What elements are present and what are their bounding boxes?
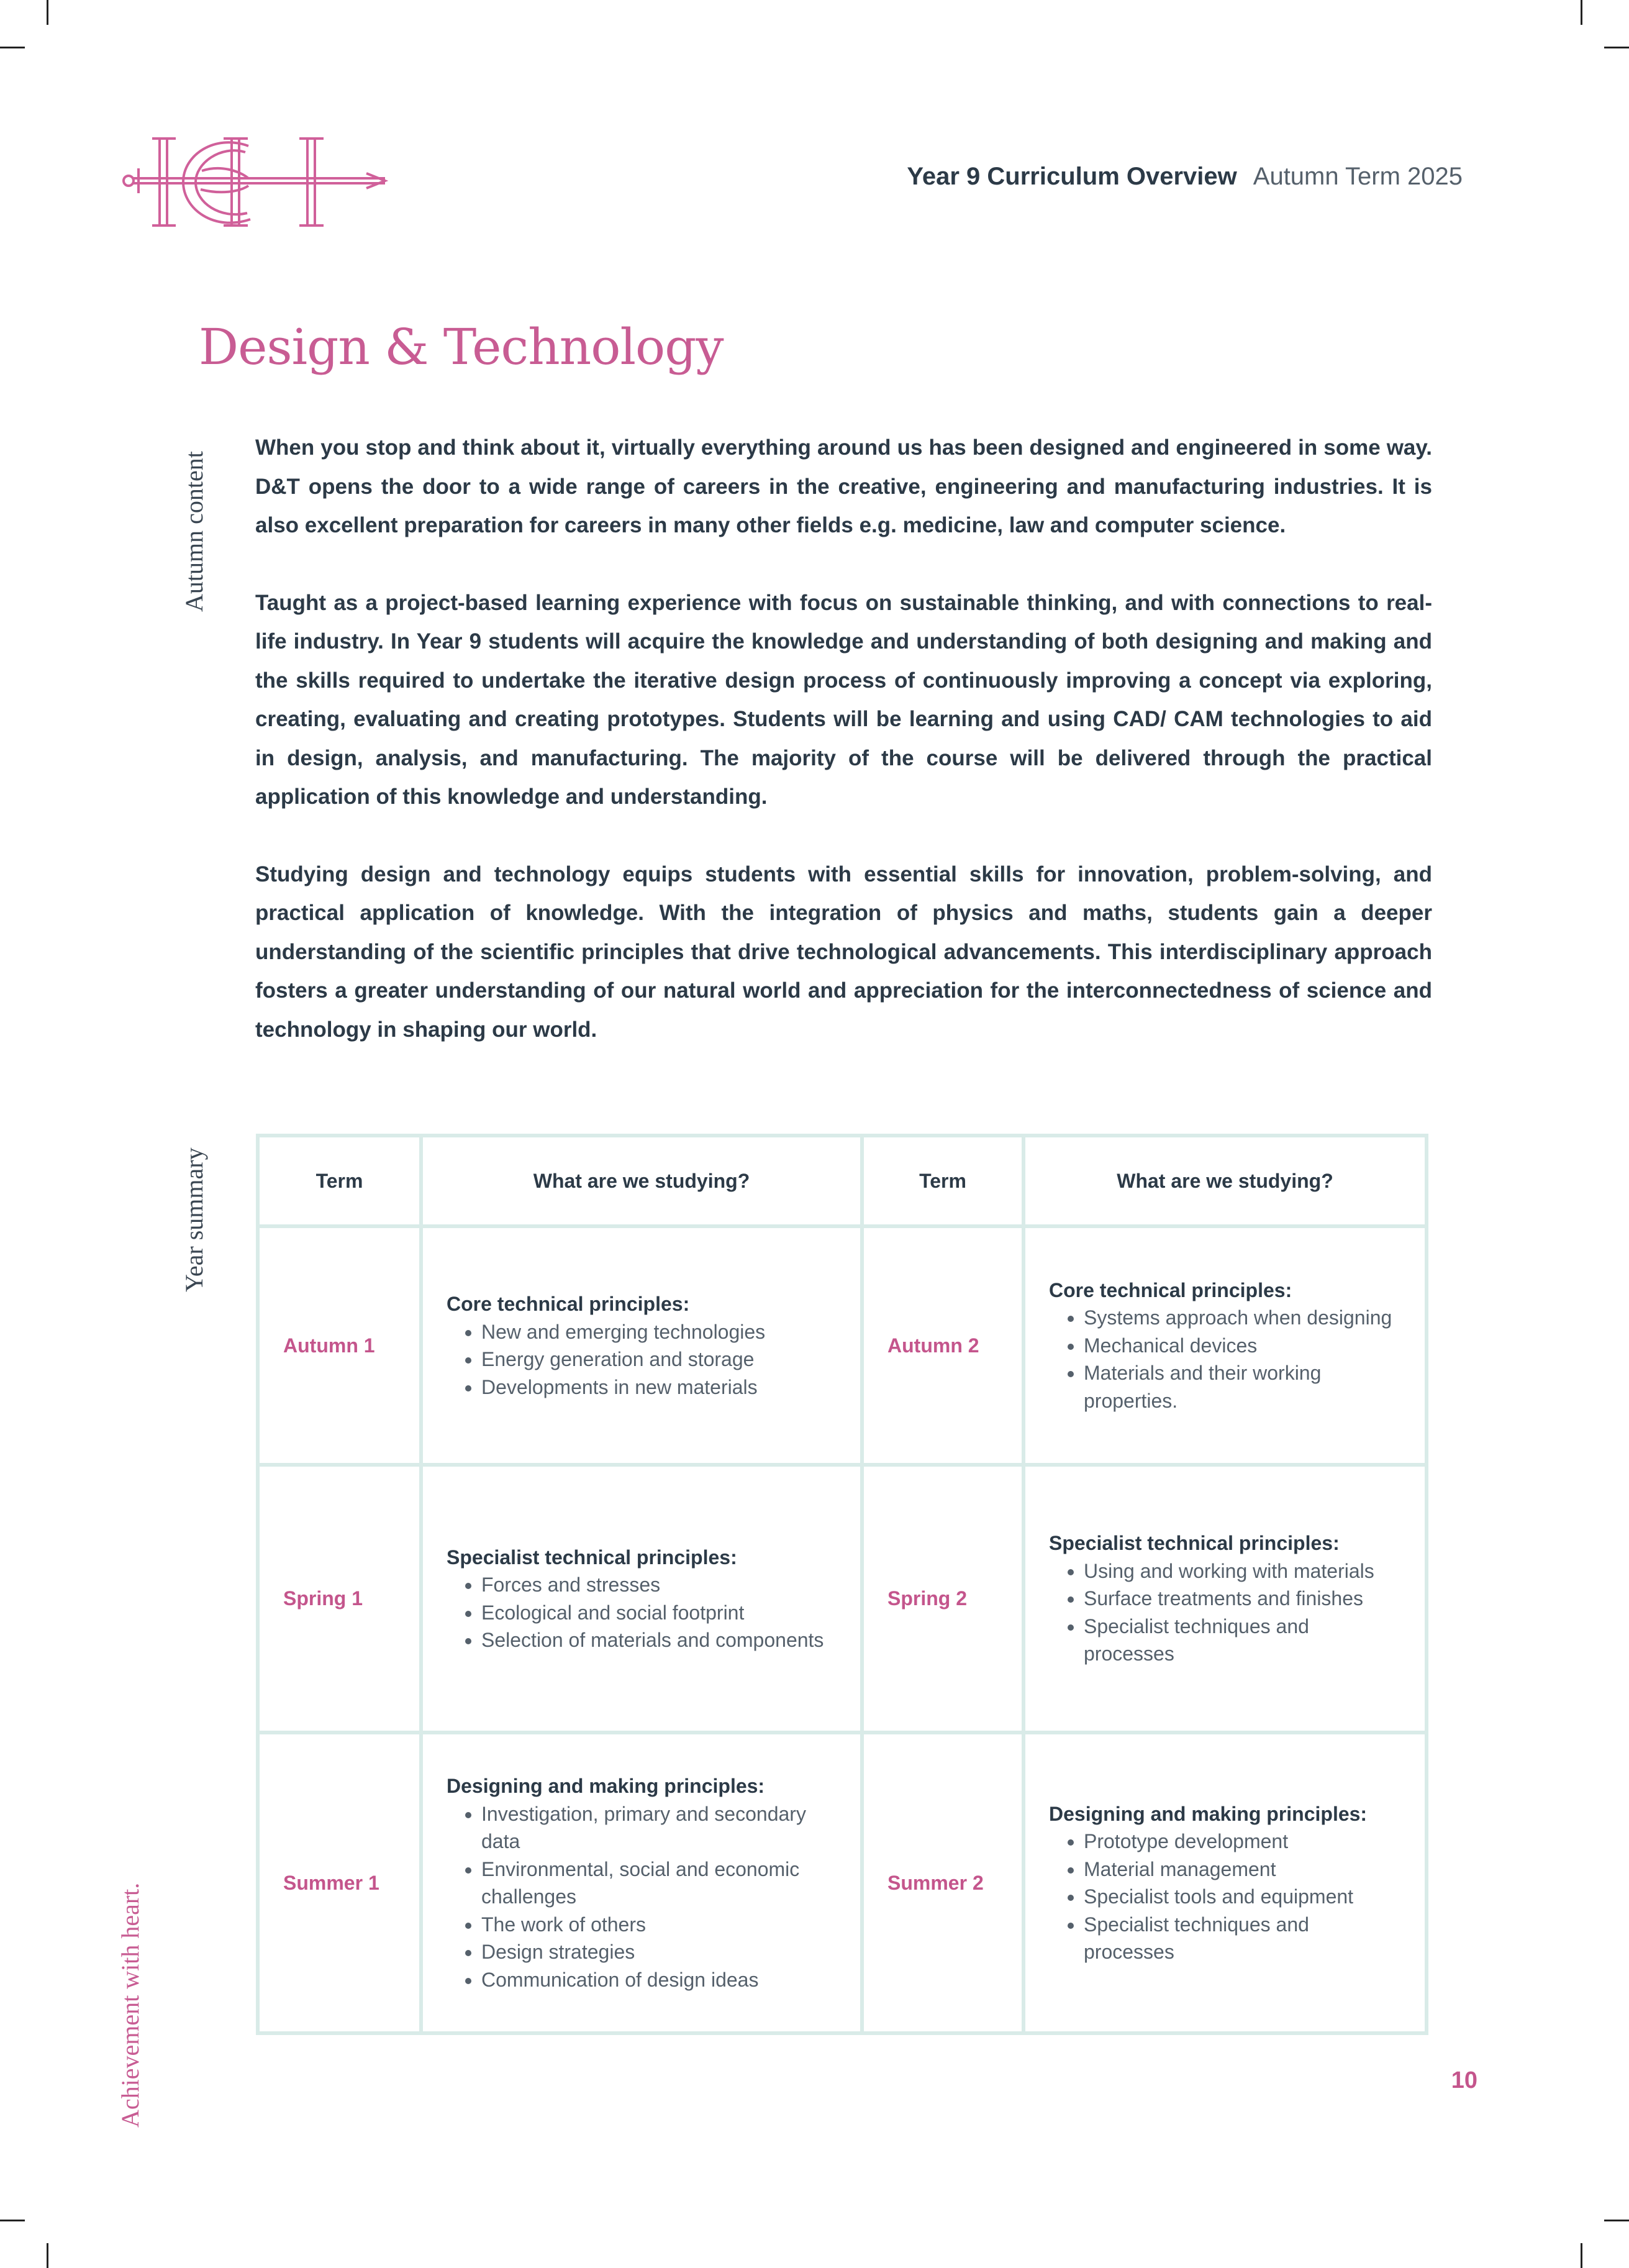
list-item: • The work of others	[481, 1911, 837, 1939]
header	[907, 163, 1463, 191]
term-cell: Spring 1	[258, 1465, 421, 1733]
table-header-row	[258, 1136, 1427, 1226]
table-row	[258, 1733, 1427, 2033]
tagline: Achievement with heart.	[116, 1882, 144, 2128]
list-item: • Using and working with materials	[1084, 1557, 1401, 1585]
curriculum-table	[256, 1134, 1428, 2035]
content-cell	[421, 1733, 862, 2033]
term-cell: Spring 2	[862, 1465, 1023, 1733]
content-heading: Core technical principles:	[447, 1293, 690, 1315]
list-item: • Ecological and social footprint	[481, 1599, 837, 1627]
list-item: • Systems approach when designing	[1084, 1304, 1401, 1332]
hch-crest-icon	[121, 127, 388, 233]
doc-title: Year 9 Curriculum Overview	[907, 163, 1237, 190]
crop-mark	[1581, 2243, 1582, 2268]
list-item: • Specialist tools and equipment	[1084, 1883, 1401, 1911]
content-heading: Specialist technical principles:	[447, 1546, 737, 1569]
crop-mark	[47, 0, 48, 25]
list-item: • Design strategies	[481, 1938, 837, 1966]
content-cell	[1023, 1465, 1427, 1733]
table-row	[258, 1465, 1427, 1733]
side-label-year-summary: Year summary	[180, 1147, 208, 1292]
list-item: • Mechanical devices	[1084, 1332, 1401, 1360]
intro-paragraph: Taught as a project-based learning experience with focus on sustainable thinking, and with connections to real-life industry. In Year 9 students will acquire the knowledge and understanding of both designing and making and the skills required to undertake the iterative design process of continuously improving a concept via exploring, creating, evaluating and creating prototypes. Students will be learning and using CAD/ CAM technologies to aid in design, analysis, and manufacturing. The majority of the course will be delivered through the practical application of this knowledge and understanding.	[255, 590, 1432, 809]
content-list	[447, 1800, 837, 1994]
list-item: • New and emerging technologies	[481, 1318, 837, 1346]
list-item: • Environmental, social and economic challenges	[481, 1856, 837, 1911]
content-list	[1049, 1828, 1401, 1966]
column-header: Term	[258, 1136, 421, 1226]
content-heading: Designing and making principles:	[1049, 1802, 1368, 1825]
content-heading: Designing and making principles:	[447, 1775, 765, 1797]
list-item: • Forces and stresses	[481, 1571, 837, 1599]
list-item: • Material management	[1084, 1856, 1401, 1883]
content-list	[1049, 1304, 1401, 1414]
content-heading: Specialist technical principles:	[1049, 1532, 1340, 1555]
list-item: • Developments in new materials	[481, 1373, 837, 1401]
list-item: • Investigation, primary and secondary data	[481, 1800, 837, 1856]
term-label: Autumn Term 2025	[1253, 163, 1463, 190]
content-list	[1049, 1557, 1401, 1668]
list-item: • Communication of design ideas	[481, 1966, 837, 1994]
page-title: Design & Technology	[199, 318, 724, 376]
crop-mark	[1604, 47, 1629, 48]
table-row	[258, 1226, 1427, 1465]
crop-mark	[1604, 2220, 1629, 2221]
content-cell	[1023, 1226, 1427, 1465]
list-item: • Prototype development	[1084, 1828, 1401, 1856]
content-list	[447, 1318, 837, 1401]
column-header: What are we studying?	[1023, 1136, 1427, 1226]
content-cell	[1023, 1733, 1427, 2033]
crop-mark	[0, 2220, 25, 2221]
intro-text	[255, 429, 1432, 1088]
content-cell	[421, 1226, 862, 1465]
column-header: What are we studying?	[421, 1136, 862, 1226]
content-cell	[421, 1465, 862, 1733]
page-number: 10	[1451, 2067, 1477, 2093]
list-item: • Energy generation and storage	[481, 1346, 837, 1373]
content-list	[447, 1571, 837, 1654]
content-heading: Core technical principles:	[1049, 1278, 1292, 1301]
term-cell: Autumn 1	[258, 1226, 421, 1465]
intro-paragraph: Studying design and technology equips students with essential skills for innovation, problem-solving, and practical application of knowledge. With the integration of physics and maths, students gain a deeper understanding of the scientific principles that drive technological advancements. This interdisciplinary approach fosters a greater understanding of our natural world and appreciation for the interconnectedness of science and technology in shaping our world.	[255, 862, 1432, 1042]
list-item: • Specialist techniques and processes	[1084, 1613, 1401, 1668]
list-item: • Specialist techniques and processes	[1084, 1911, 1401, 1966]
term-cell: Autumn 2	[862, 1226, 1023, 1465]
intro-paragraph: When you stop and think about it, virtually everything around us has been designed and engineered in some way. D&T opens the door to a wide range of careers in the creative, engineering and manufacturing industries. It is also excellent preparation for careers in many other fields e.g. medicine, law and computer science.	[255, 435, 1432, 537]
side-label-autumn-content: Autumn content	[180, 451, 208, 612]
crop-mark	[0, 47, 25, 48]
column-header: Term	[862, 1136, 1023, 1226]
term-cell: Summer 1	[258, 1733, 421, 2033]
list-item: • Materials and their working properties.	[1084, 1359, 1401, 1414]
list-item: • Surface treatments and finishes	[1084, 1585, 1401, 1613]
term-cell: Summer 2	[862, 1733, 1023, 2033]
crop-mark	[1581, 0, 1582, 25]
crop-mark	[47, 2243, 48, 2268]
list-item: • Selection of materials and components	[481, 1626, 837, 1654]
